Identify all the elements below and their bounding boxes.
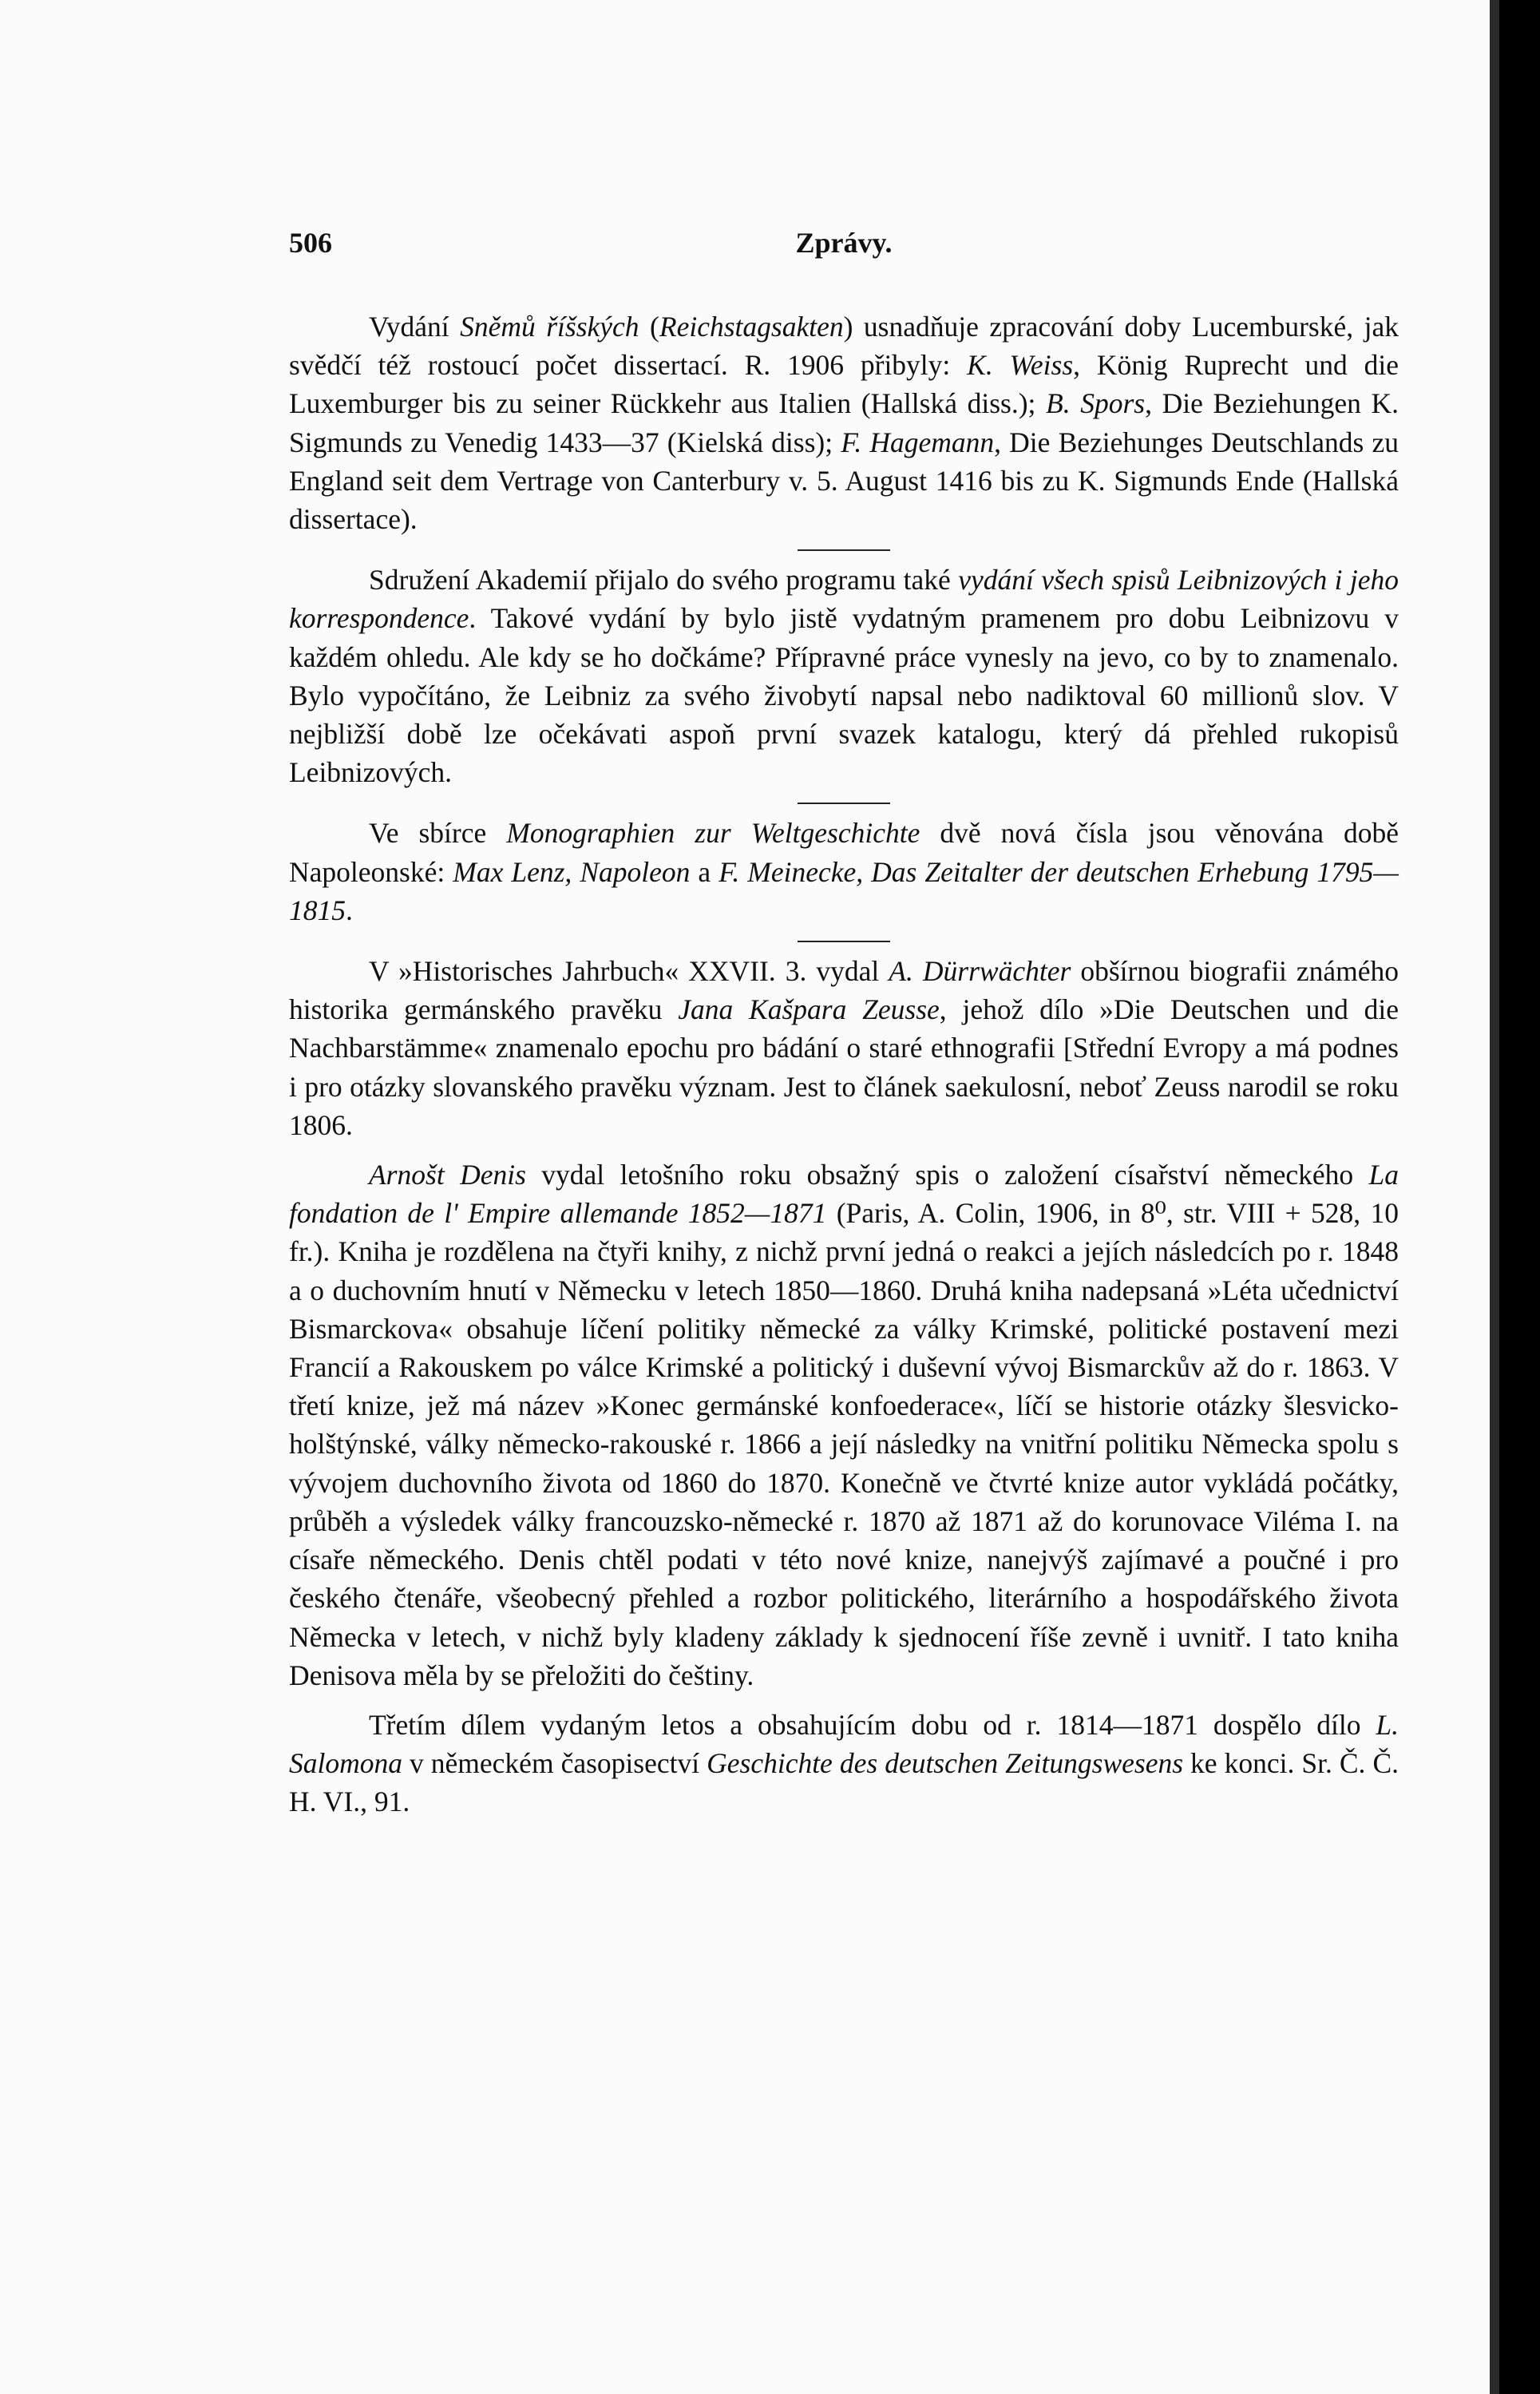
paragraph bbox=[289, 561, 1399, 791]
italic-text: Arnošt Denis bbox=[369, 1159, 526, 1191]
text-run: , König Ruprecht und die Luxemburger bis zu seiner Rückkehr aus Italien (Hallská diss.); bbox=[289, 349, 1399, 420]
text-run: ke konci. Sr. Č. Č. H. VI., 91. bbox=[289, 1747, 1399, 1818]
separator-line bbox=[798, 549, 890, 551]
text-run: , Die Beziehungen K. Sigmunds zu Venedig 1433—37 (Kielská diss); bbox=[289, 387, 1399, 458]
separator-line bbox=[798, 803, 890, 804]
italic-text: B. Spors bbox=[1046, 387, 1146, 420]
italic-text: L. Salomona bbox=[289, 1708, 1399, 1780]
page-header bbox=[289, 226, 1399, 266]
page-edge bbox=[1490, 0, 1499, 2394]
paragraph bbox=[289, 814, 1399, 929]
italic-text: Sněmů říšských bbox=[460, 311, 639, 343]
text-run: . bbox=[346, 894, 353, 926]
page-number: 506 bbox=[289, 227, 332, 259]
italic-text: Max Lenz, Napoleon bbox=[453, 855, 691, 888]
text-run: a bbox=[690, 855, 719, 888]
separator-line bbox=[798, 941, 890, 942]
italic-text: Monographien zur Weltgeschichte bbox=[506, 817, 920, 850]
text-run: V »Historisches Jahrbuch« XXVII. 3. vydal bbox=[369, 955, 889, 988]
text-run: Třetím dílem vydaným letos a obsahujícím dobu od r. 1814—1871 dospělo dílo bbox=[369, 1708, 1376, 1741]
paragraph bbox=[289, 1706, 1399, 1821]
italic-text: Geschichte des deutschen Zeitungswesens bbox=[707, 1747, 1184, 1780]
paragraph bbox=[289, 1155, 1399, 1694]
text-run: Ve sbírce bbox=[369, 817, 507, 850]
text-run: Sdružení Akademií přijalo do svého programu také bbox=[369, 564, 959, 597]
italic-text: vydání všech spisů Leibnizových i jeho korrespondence bbox=[289, 564, 1399, 635]
italic-text: F. Hagemann bbox=[841, 426, 995, 458]
text-run: obšírnou biografii známého historika germánského pravěku bbox=[289, 955, 1399, 1026]
italic-text: K. Weiss bbox=[967, 349, 1074, 382]
italic-text: La fondation de l' Empire allemande 1852—1871 bbox=[289, 1159, 1399, 1230]
text-run: , Die Beziehunges Deutschlands zu England seit dem Vertrage von Canterbury v. 5. August 1416 bis zu K. Sigmunds Ende (Hallská dissertace). bbox=[289, 426, 1399, 536]
text-run: . Takové vydání by bylo jistě vydatným pramenem pro dobu Leibnizovu v každém ohledu. Ale kdy se ho dočkáme? Přípravné práce vynesly na jevo, co by to znamenalo. Bylo vypočítáno, že Leibniz za svého živobytí napsal nebo nadiktoval 60 millionů slov. V nejbližší době lze očekávati aspoň první svazek katalogu, který dá přehled rukopisů Leibnizových. bbox=[289, 602, 1399, 789]
text-run: v německém časopisectví bbox=[402, 1747, 707, 1780]
page-title: Zprávy. bbox=[795, 227, 893, 259]
text-run: , jehož dílo »Die Deutschen und die Nachbarstämme« znamenalo epochu pro bádání o staré ethnografii [Střední Evropy a má podnes i pro otázky slovanského pravěku význam. Jest to článek saekulosní, neboť Zeuss narodil se roku 1806. bbox=[289, 993, 1399, 1141]
paragraph bbox=[289, 307, 1399, 538]
text-run: ( bbox=[639, 311, 659, 343]
italic-text: F. Meinecke, Das Zeitalter der deutschen Erhebung 1795—1815 bbox=[289, 855, 1399, 926]
paragraph bbox=[289, 952, 1399, 1144]
italic-text: Reichstagsakten bbox=[659, 311, 844, 343]
text-run: ) usnadňuje zpracování doby Lucemburské, jak svědčí též rostoucí počet dissertací. R. 1906 přibyly: bbox=[289, 311, 1399, 382]
body-text bbox=[289, 307, 1399, 1821]
text-run: vydal letošního roku obsažný spis o založení císařství německého bbox=[525, 1159, 1369, 1191]
text-run: (Paris, A. Colin, 1906, in 8⁰, str. VIII + 528, 10 fr.). Kniha je rozdělena na čtyři knihy, z nichž první jedná o reakci a jejích následcích po r. 1848 a o duchovním hnutí v Německu v letech 1850—1860. Druhá kniha nadepsaná »Léta učednictví Bismarckova« obsahuje líčení politiky německé za války Krimské, politické postavení mezi Francií a Rakouskem po válce Krimské a politický i duševní vývoj Bismarckův až do r. 1863. V třetí knize, jež má název »Konec germánské konfoederace«, líčí se historie otázky šlesvicko-holštýnské, války německo-rakouské r. 1866 a její následky na vnitřní politiku Německa spolu s vývojem duchovního života od 1860 do 1870. Konečně ve čtvrté knize autor vykládá počátky, průběh a výsledek války francouzsko-německé r. 1870 až 1871 až do korunovace Viléma I. na císaře německého. Denis chtěl podati v této nové knize, nanejvýš zajímavé a poučné i pro českého čtenáře, všeobecný přehled a rozbor politického, literárního a hospodářského života Německa v letech, v nichž byly kladeny základy k sjednocení říše zevně i uvnitř. I tato kniha Denisova měla by se přeložiti do češtiny. bbox=[289, 1197, 1399, 1691]
italic-text: A. Dürrwächter bbox=[889, 955, 1071, 988]
text-run: dvě nová čísla jsou věnována době Napoleonské: bbox=[289, 817, 1399, 888]
text-run: Vydání bbox=[369, 311, 461, 343]
italic-text: Jana Kašpara Zeusse bbox=[678, 993, 940, 1026]
